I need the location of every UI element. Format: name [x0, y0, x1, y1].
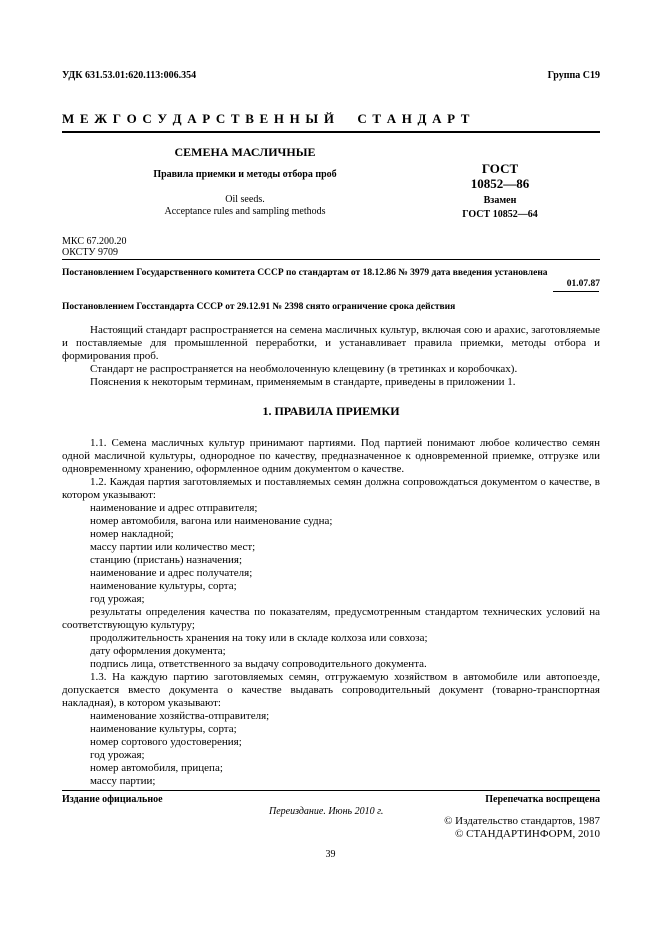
- list-item: подпись лица, ответственного за выдачу сопроводительного документа.: [90, 658, 427, 670]
- copyright-standartinform: © СТАНДАРТИНФОРМ, 2010: [455, 828, 600, 840]
- standard-subtitle: Правила приемки и методы отбора проб: [153, 169, 337, 180]
- list-item: номер накладной;: [90, 528, 174, 540]
- gost-number: 10852—86: [470, 176, 530, 191]
- list-item: номер автомобиля, вагона или наименование судна;: [90, 515, 333, 527]
- footer-rule: [62, 790, 600, 791]
- list-item: дату оформления документа;: [90, 645, 226, 657]
- decree-date: 01.07.87: [566, 279, 600, 289]
- copyright-standards-publisher: © Издательство стандартов, 1987: [444, 815, 600, 827]
- list-item: номер автомобиля, прицепа;: [90, 762, 223, 774]
- clause-1-3: 1.3. На каждую партию заготовляемых семян, отгружаемую хозяйством в автомобиле или автопоезде, допускается вместо документа о качестве выдавать сопроводительный документ (товарно-транспортная накладная), в котором указывают:: [62, 671, 600, 709]
- list-item: массу партии;: [90, 775, 156, 787]
- list-item: станцию (пристань) назначения;: [90, 554, 243, 566]
- list-item: год урожая;: [90, 749, 145, 761]
- clause-1-1: 1.1. Семена масличных культур принимают партиями. Под партией понимают любое количество семян одной масличной культуры, однородное по качеству, предназначенное к одновременной приемке, отгрузке или одновременному хранению, оформленное одним документом о качестве.: [62, 437, 600, 475]
- list-item: наименование хозяйства-отправителя;: [90, 710, 270, 722]
- interstate-standard-banner: М Е Ж Г О С У Д А Р С Т В Е Н Н Ы Й С Т А Н Д А Р Т: [62, 111, 471, 126]
- list-item: номер сортового удостоверения;: [90, 736, 242, 748]
- english-title-line2: Acceptance rules and sampling methods: [164, 206, 326, 217]
- list-item: продолжительность хранения на току или в складе колхоза или совхоза;: [90, 632, 428, 644]
- intro-paragraph-1: Настоящий стандарт распространяется на семена масличных культур, включая сою и арахис, заготовляемые и поставляемые для промышленной переработки, и устанавливает правила приемки, методы отбора и формирования проб.: [62, 324, 600, 362]
- list-item: наименование культуры, сорта;: [90, 723, 237, 735]
- codes-rule: [62, 259, 600, 260]
- list-item: массу партии или количество мест;: [90, 541, 256, 553]
- replaced-standard: ГОСТ 10852—64: [462, 209, 538, 220]
- list-item: наименование и адрес получателя;: [90, 567, 253, 579]
- decree-date-underline: [553, 291, 599, 292]
- banner-rule: [62, 131, 600, 133]
- intro-paragraph-2: Стандарт не распространяется на необмолоченную клещевину (в третинках и коробочках).: [90, 363, 518, 375]
- decree-introduction: Постановлением Государственного комитета СССР по стандартам от 18.12.86 № 3979 дата введения установлена: [62, 268, 548, 278]
- page-number: 39: [325, 849, 336, 860]
- standard-title: СЕМЕНА МАСЛИЧНЫЕ: [174, 145, 316, 159]
- official-edition: Издание официальное: [62, 794, 163, 805]
- decree-limit-removed: Постановлением Госстандарта СССР от 29.12.91 № 2398 снято ограничение срока действия: [62, 302, 456, 312]
- list-item: год урожая;: [90, 593, 145, 605]
- clause-1-2: 1.2. Каждая партия заготовляемых и поставляемых семян должна сопровождаться документом о качестве, в котором указывают:: [62, 476, 600, 501]
- udk-code: УДК 631.53.01:620.113:006.354: [62, 70, 197, 81]
- section-1-heading: 1. ПРАВИЛА ПРИЕМКИ: [262, 404, 400, 418]
- english-title-line1: Oil seeds.: [225, 194, 265, 205]
- intro-paragraph-3: Пояснения к некоторым терминам, применяемым в стандарте, приведены в приложении 1.: [90, 376, 516, 388]
- list-item: наименование и адрес отправителя;: [90, 502, 258, 514]
- list-item-quality-results: результаты определения качества по показателям, предусмотренным стандартом технических условий на соответствующую культуру;: [62, 606, 600, 631]
- reissue-note: Переиздание. Июнь 2010 г.: [269, 806, 384, 817]
- gost-label: ГОСТ: [481, 161, 519, 176]
- replaces-label: Взамен: [483, 195, 517, 206]
- reprint-prohibited: Перепечатка воспрещена: [485, 794, 600, 805]
- mks-code: МКС 67.200.20: [62, 236, 127, 247]
- okstu-code: ОКСТУ 9709: [62, 247, 119, 258]
- list-item: наименование культуры, сорта;: [90, 580, 237, 592]
- group-code: Группа С19: [547, 70, 600, 81]
